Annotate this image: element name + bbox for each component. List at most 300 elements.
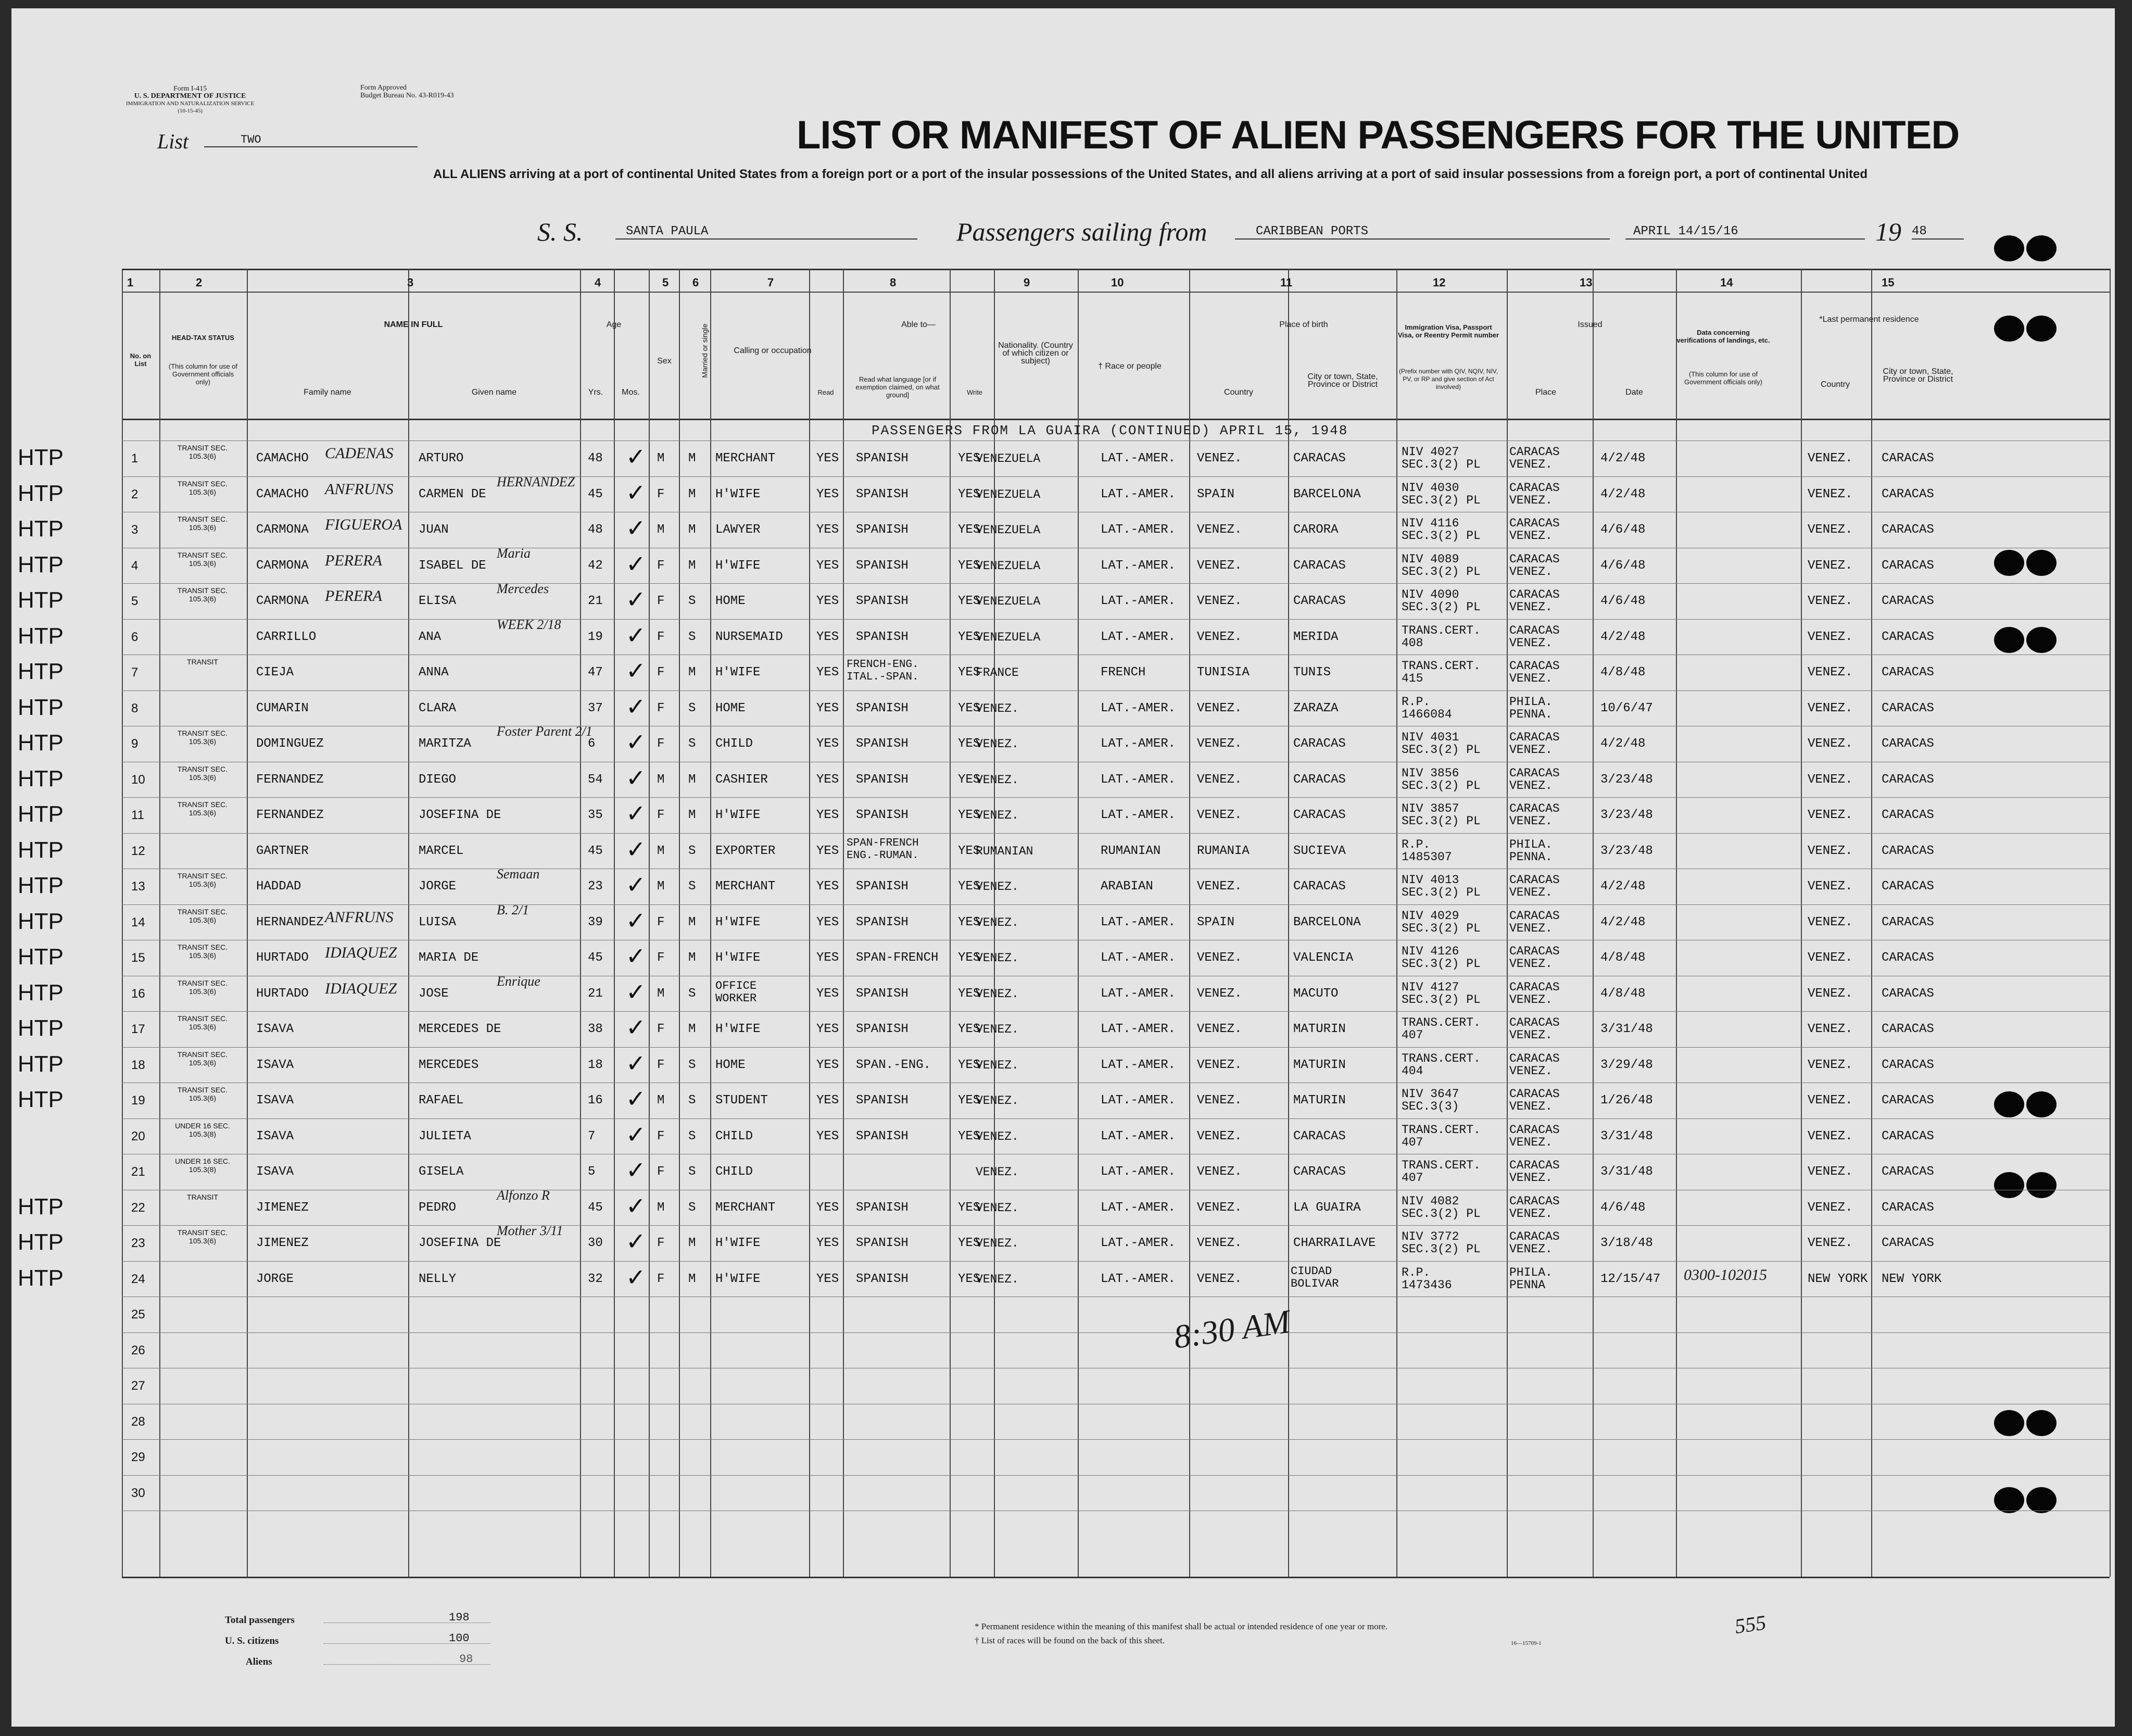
age-years: 6 bbox=[588, 737, 596, 751]
check-mark-icon: ✓ bbox=[626, 1227, 646, 1255]
head-tax-status: TRANSIT SEC. 105.3(6) bbox=[177, 1014, 228, 1031]
marital-status: M bbox=[688, 951, 696, 965]
birth-country: VENEZ. bbox=[1197, 879, 1242, 894]
row-number: 17 bbox=[131, 1022, 145, 1036]
birth-city: MERIDA bbox=[1293, 630, 1339, 644]
header-mos: Mos. bbox=[622, 388, 640, 397]
col-num-15: 15 bbox=[1882, 276, 1895, 289]
head-tax-status: TRANSIT SEC. 105.3(6) bbox=[177, 800, 228, 817]
race: LAT.-AMER. bbox=[1101, 986, 1176, 1001]
sex: F bbox=[657, 665, 665, 680]
header-issued-date: Date bbox=[1625, 388, 1643, 397]
issued-place: PHILA. PENNA. bbox=[1509, 695, 1553, 721]
marital-status: M bbox=[688, 1236, 696, 1250]
can-read: YES bbox=[816, 879, 839, 894]
birth-city: BARCELONA bbox=[1293, 487, 1361, 501]
family-name: ISAVA bbox=[256, 1165, 294, 1179]
birth-country: VENEZ. bbox=[1197, 1165, 1242, 1179]
row-number: 14 bbox=[131, 915, 145, 929]
read-language: SPANISH bbox=[856, 523, 909, 537]
issued-date: 4/8/48 bbox=[1600, 951, 1646, 965]
visa-number: TRANS.CERT. 407 bbox=[1402, 1159, 1481, 1185]
residence-city: CARACAS bbox=[1882, 772, 1934, 787]
birth-city: CARACAS bbox=[1293, 1165, 1346, 1179]
can-read: YES bbox=[816, 630, 839, 644]
residence-country: VENEZ. bbox=[1808, 879, 1853, 894]
residence-country: VENEZ. bbox=[1808, 523, 1853, 537]
read-language: SPANISH bbox=[856, 1272, 909, 1286]
residence-country: VENEZ. bbox=[1808, 594, 1853, 608]
handwritten-given-name: B. 2/1 bbox=[497, 902, 529, 917]
handwritten-given-name: Mercedes bbox=[497, 581, 549, 596]
residence-country: VENEZ. bbox=[1808, 665, 1853, 680]
htp-stamp: HTP bbox=[18, 944, 64, 970]
nationality: VENEZ. bbox=[976, 737, 1019, 751]
sex: F bbox=[657, 1058, 665, 1072]
residence-city: CARACAS bbox=[1882, 1236, 1934, 1250]
birth-city: SUCIEVA bbox=[1293, 844, 1346, 858]
handwritten-family-name: ANFRUNS bbox=[325, 480, 394, 498]
row-number: 3 bbox=[131, 523, 138, 537]
nationality: FRANCE bbox=[976, 666, 1019, 680]
occupation: CASHIER bbox=[715, 772, 768, 787]
sex: M bbox=[657, 1200, 665, 1215]
htp-stamp: HTP bbox=[18, 908, 64, 934]
col-num-3: 3 bbox=[407, 276, 414, 289]
sex: F bbox=[657, 487, 665, 501]
residence-city: CARACAS bbox=[1882, 1022, 1934, 1036]
issued-place: CARACAS VENEZ. bbox=[1509, 445, 1560, 471]
age-years: 19 bbox=[588, 630, 603, 644]
header-landings: Data concerning verifications of landings, etc. bbox=[1676, 329, 1770, 344]
col-num-4: 4 bbox=[595, 276, 601, 289]
form-number: Form I-415 bbox=[173, 85, 207, 93]
row-number: 13 bbox=[131, 879, 145, 894]
check-mark-icon: ✓ bbox=[626, 549, 646, 578]
can-read: YES bbox=[816, 558, 839, 573]
service: IMMIGRATION AND NATURALIZATION SERVICE bbox=[126, 100, 255, 107]
race: LAT.-AMER. bbox=[1101, 1093, 1176, 1108]
check-mark-icon: ✓ bbox=[626, 799, 646, 827]
given-name: MARITZA bbox=[419, 737, 471, 751]
residence-city: CARACAS bbox=[1882, 701, 1934, 715]
htp-stamp: HTP bbox=[18, 873, 64, 898]
marital-status: S bbox=[688, 594, 696, 608]
nationality: VENEZ. bbox=[976, 1165, 1019, 1179]
header-landings-note: (This column for use of Government officials only) bbox=[1684, 370, 1763, 386]
htp-stamp: HTP bbox=[18, 445, 64, 470]
occupation: OFFICE WORKER bbox=[715, 979, 757, 1005]
occupation: H'WIFE bbox=[715, 487, 761, 501]
header-visa: Immigration Visa, Passport Visa, or Reentry Permit number bbox=[1397, 323, 1499, 339]
residence-city: CARACAS bbox=[1882, 951, 1934, 965]
birth-city: CIUDAD BOLIVAR bbox=[1291, 1264, 1339, 1290]
form-approved: Form Approved bbox=[360, 84, 407, 92]
family-name: HURTADO bbox=[256, 986, 309, 1001]
residence-city: NEW YORK bbox=[1882, 1272, 1942, 1286]
residence-city: CARACAS bbox=[1882, 1165, 1934, 1179]
issued-place: CARACAS VENEZ. bbox=[1509, 1159, 1560, 1185]
birth-country: VENEZ. bbox=[1197, 523, 1242, 537]
col-num-5: 5 bbox=[662, 276, 669, 289]
col-num-2: 2 bbox=[196, 276, 203, 289]
issued-date: 3/18/48 bbox=[1600, 1236, 1653, 1250]
age-years: 37 bbox=[588, 701, 603, 715]
page-subtitle: ALL ALIENS arriving at a port of continental United States from a foreign port or a port of the insular possessions of the United States, and all aliens arriving at a port of said insular possessions from a foreign port, a port of continental United bbox=[433, 167, 1868, 181]
birth-city: CARACAS bbox=[1293, 558, 1346, 573]
visa-number: NIV 4082 SEC.3(2) PL bbox=[1402, 1194, 1481, 1221]
read-language: SPAN-FRENCH bbox=[856, 951, 939, 965]
row-number: 29 bbox=[131, 1450, 145, 1464]
htp-stamp: HTP bbox=[18, 730, 64, 756]
residence-country: VENEZ. bbox=[1808, 808, 1853, 822]
marital-status: S bbox=[688, 1200, 696, 1215]
age-years: 48 bbox=[588, 523, 603, 537]
nationality: VENEZ. bbox=[976, 1058, 1019, 1072]
nationality: VENEZUELA bbox=[976, 452, 1041, 466]
age-years: 30 bbox=[588, 1236, 603, 1250]
given-name: JOSEFINA DE bbox=[419, 1236, 501, 1250]
issued-date: 4/6/48 bbox=[1600, 523, 1646, 537]
issued-place: CARACAS VENEZ. bbox=[1509, 1123, 1560, 1149]
row-number: 22 bbox=[131, 1200, 145, 1215]
header-sex: Sex bbox=[657, 357, 672, 366]
issued-date: 10/6/47 bbox=[1600, 701, 1653, 715]
marital-status: M bbox=[688, 523, 696, 537]
sex: F bbox=[657, 951, 665, 965]
nationality: VENEZ. bbox=[976, 1129, 1019, 1143]
residence-country: VENEZ. bbox=[1808, 772, 1853, 787]
list-value: TWO bbox=[204, 133, 418, 147]
age-years: 35 bbox=[588, 808, 603, 822]
visa-number: NIV 3772 SEC.3(2) PL bbox=[1402, 1230, 1481, 1256]
visa-number: NIV 4116 SEC.3(2) PL bbox=[1402, 517, 1481, 543]
read-language: SPANISH bbox=[856, 1022, 909, 1036]
department: U. S. DEPARTMENT OF JUSTICE bbox=[134, 92, 246, 100]
htp-stamp: HTP bbox=[18, 516, 64, 542]
birth-city: LA GUAIRA bbox=[1293, 1200, 1361, 1215]
visa-number: NIV 4090 SEC.3(2) PL bbox=[1402, 588, 1481, 614]
row-number: 25 bbox=[131, 1307, 145, 1322]
read-language: SPAN.-ENG. bbox=[856, 1058, 931, 1072]
age-years: 42 bbox=[588, 558, 603, 573]
sex: F bbox=[657, 1022, 665, 1036]
row-number: 20 bbox=[131, 1129, 145, 1143]
visa-number: NIV 3647 SEC.3(3) bbox=[1402, 1087, 1459, 1113]
handwritten-given-name: WEEK 2/18 bbox=[497, 617, 561, 632]
residence-country: NEW YORK bbox=[1808, 1272, 1868, 1286]
total-passengers: 198 bbox=[449, 1611, 470, 1624]
handwritten-family-name: IDIAQUEZ bbox=[325, 979, 397, 997]
birth-city: VALENCIA bbox=[1293, 951, 1354, 965]
total-label: Total passengers bbox=[225, 1615, 295, 1626]
birth-country: VENEZ. bbox=[1197, 1093, 1242, 1108]
col-num-1: 1 bbox=[127, 276, 134, 289]
issued-place: CARACAS VENEZ. bbox=[1509, 873, 1560, 899]
htp-stamp: HTP bbox=[18, 623, 64, 649]
section-heading: PASSENGERS FROM LA GUAIRA (CONTINUED) APRIL 15, 1948 bbox=[872, 423, 1348, 438]
marital-status: M bbox=[688, 451, 696, 466]
head-tax-status: TRANSIT SEC. 105.3(6) bbox=[177, 943, 228, 960]
sex: F bbox=[657, 737, 665, 751]
birth-country: RUMANIA bbox=[1197, 844, 1250, 858]
race: LAT.-AMER. bbox=[1101, 951, 1176, 965]
issued-place: CARACAS VENEZ. bbox=[1509, 1016, 1560, 1042]
family-name: GARTNER bbox=[256, 844, 309, 858]
race: LAT.-AMER. bbox=[1101, 1022, 1176, 1036]
birth-city: CARACAS bbox=[1293, 879, 1346, 894]
header-age: Age bbox=[606, 320, 622, 329]
read-language: SPANISH bbox=[856, 879, 909, 894]
visa-number: TRANS.CERT. 408 bbox=[1402, 623, 1481, 650]
can-read: YES bbox=[816, 951, 839, 965]
marital-status: S bbox=[688, 844, 696, 858]
family-name: HADDAD bbox=[256, 879, 301, 894]
nationality: VENEZ. bbox=[976, 1272, 1019, 1286]
residence-city: CARACAS bbox=[1882, 451, 1934, 466]
read-language: SPANISH bbox=[856, 737, 909, 751]
check-mark-icon: ✓ bbox=[626, 478, 646, 507]
issued-place: CARACAS VENEZ. bbox=[1509, 980, 1560, 1007]
header-race: † Race or people bbox=[1098, 362, 1162, 371]
visa-number: TRANS.CERT. 407 bbox=[1402, 1123, 1481, 1149]
read-language: SPANISH bbox=[856, 772, 909, 787]
race: LAT.-AMER. bbox=[1101, 737, 1176, 751]
residence-city: CARACAS bbox=[1882, 665, 1934, 680]
age-years: 48 bbox=[588, 451, 603, 466]
printer-code: 16—15709-1 bbox=[1511, 1640, 1542, 1646]
residence-country: VENEZ. bbox=[1808, 915, 1853, 929]
handwritten-given-name: Mother 3/11 bbox=[497, 1223, 563, 1238]
age-years: 18 bbox=[588, 1058, 603, 1072]
nationality: VENEZ. bbox=[976, 915, 1019, 929]
given-name: JOSE bbox=[419, 986, 449, 1001]
birth-city: CARACAS bbox=[1293, 451, 1346, 466]
visa-number: NIV 3857 SEC.3(2) PL bbox=[1402, 802, 1481, 828]
birth-city: MATURIN bbox=[1293, 1022, 1346, 1036]
can-read: YES bbox=[816, 1200, 839, 1215]
ss-label: S. S. bbox=[537, 217, 583, 246]
issued-date: 4/2/48 bbox=[1600, 737, 1646, 751]
visa-number: NIV 4127 SEC.3(2) PL bbox=[1402, 980, 1481, 1007]
family-name: CARMONA bbox=[256, 594, 309, 608]
birth-country: VENEZ. bbox=[1197, 594, 1242, 608]
family-name: CARRILLO bbox=[256, 630, 317, 644]
row-number: 4 bbox=[131, 558, 138, 573]
row-number: 1 bbox=[131, 451, 138, 466]
us-citizens: 100 bbox=[449, 1632, 470, 1645]
issued-date: 3/23/48 bbox=[1600, 772, 1653, 787]
can-read: YES bbox=[816, 594, 839, 608]
read-language: SPANISH bbox=[856, 487, 909, 501]
can-read: YES bbox=[816, 523, 839, 537]
residence-country: VENEZ. bbox=[1808, 737, 1853, 751]
residence-city: CARACAS bbox=[1882, 808, 1934, 822]
race-note: † List of races will be found on the back of this sheet. bbox=[975, 1636, 1165, 1645]
issued-date: 4/2/48 bbox=[1600, 630, 1646, 644]
htp-stamp: HTP bbox=[18, 837, 64, 863]
can-write: YES bbox=[958, 1272, 981, 1286]
issued-date: 4/6/48 bbox=[1600, 1200, 1646, 1215]
issued-place: CARACAS VENEZ. bbox=[1509, 1087, 1560, 1113]
residence-city: CARACAS bbox=[1882, 879, 1934, 894]
year-prefix: 19 bbox=[1875, 217, 1901, 246]
nationality: VENEZ. bbox=[976, 1237, 1019, 1250]
marital-status: M bbox=[688, 1272, 696, 1286]
can-write: YES bbox=[958, 808, 981, 822]
race: LAT.-AMER. bbox=[1101, 1129, 1176, 1143]
read-language: SPANISH bbox=[856, 1093, 909, 1108]
row-number: 21 bbox=[131, 1165, 145, 1179]
occupation: H'WIFE bbox=[715, 915, 761, 929]
sex: M bbox=[657, 523, 665, 537]
given-name: GISELA bbox=[419, 1165, 464, 1179]
can-write: YES bbox=[958, 451, 981, 466]
issued-date: 4/8/48 bbox=[1600, 665, 1646, 680]
check-mark-icon: ✓ bbox=[626, 1191, 646, 1220]
budget-bureau: Budget Bureau No. 43-R019-43 bbox=[360, 92, 454, 99]
birth-country: VENEZ. bbox=[1197, 986, 1242, 1001]
visa-number: NIV 4089 SEC.3(2) PL bbox=[1402, 552, 1481, 578]
race: LAT.-AMER. bbox=[1101, 1058, 1176, 1072]
col-num-12: 12 bbox=[1433, 276, 1446, 289]
handwritten-family-name: PERERA bbox=[325, 551, 382, 569]
race: LAT.-AMER. bbox=[1101, 1272, 1176, 1286]
marital-status: M bbox=[688, 487, 696, 501]
row-number: 12 bbox=[131, 844, 145, 858]
occupation: NURSEMAID bbox=[715, 630, 783, 644]
issued-place: CARACAS VENEZ. bbox=[1509, 659, 1560, 685]
visa-number: NIV 4031 SEC.3(2) PL bbox=[1402, 731, 1481, 757]
residence-country: VENEZ. bbox=[1808, 1129, 1853, 1143]
punch-hole bbox=[1994, 235, 2024, 261]
given-name: NELLY bbox=[419, 1272, 457, 1286]
header-name-in-full: NAME IN FULL bbox=[384, 320, 443, 329]
can-write: YES bbox=[958, 879, 981, 894]
family-name: JORGE bbox=[256, 1272, 294, 1286]
htp-stamp: HTP bbox=[18, 1229, 64, 1255]
issued-place: PHILA. PENNA bbox=[1509, 1265, 1553, 1292]
issued-place: CARACAS VENEZ. bbox=[1509, 1194, 1560, 1221]
issued-place: CARACAS VENEZ. bbox=[1509, 481, 1560, 507]
sex: F bbox=[657, 808, 665, 822]
can-write: YES bbox=[958, 1093, 981, 1108]
race: LAT.-AMER. bbox=[1101, 701, 1176, 715]
age-years: 23 bbox=[588, 879, 603, 894]
given-name: CARMEN DE bbox=[419, 487, 486, 501]
visa-number: TRANS.CERT. 404 bbox=[1402, 1051, 1481, 1078]
birth-country: VENEZ. bbox=[1197, 1129, 1242, 1143]
birth-city: CARACAS bbox=[1293, 808, 1346, 822]
family-name: CARMONA bbox=[256, 523, 309, 537]
sex: F bbox=[657, 1165, 665, 1179]
family-name: JIMENEZ bbox=[256, 1236, 309, 1250]
given-name: LUISA bbox=[419, 915, 457, 929]
residence-city: CARACAS bbox=[1882, 844, 1934, 858]
issued-date: 1/26/48 bbox=[1600, 1093, 1653, 1108]
marital-status: M bbox=[688, 1022, 696, 1036]
read-language: SPANISH bbox=[856, 630, 909, 644]
birth-country: VENEZ. bbox=[1197, 558, 1242, 573]
htp-stamp: HTP bbox=[18, 1265, 64, 1291]
family-name: CAMACHO bbox=[256, 451, 309, 466]
birth-country: VENEZ. bbox=[1197, 630, 1242, 644]
row-number: 8 bbox=[131, 701, 138, 715]
given-name: MARCEL bbox=[419, 844, 464, 858]
header-visa-note: (Prefix number with QIV, NQIV, NIV, PV, or RP and give section of Act involved) bbox=[1398, 368, 1498, 391]
age-years: 38 bbox=[588, 1022, 603, 1036]
family-name: ISAVA bbox=[256, 1022, 294, 1036]
head-tax-status: TRANSIT SEC. 105.3(6) bbox=[177, 764, 228, 782]
race: LAT.-AMER. bbox=[1101, 487, 1176, 501]
head-tax-status: TRANSIT SEC. 105.3(6) bbox=[177, 1086, 228, 1102]
col-num-13: 13 bbox=[1580, 276, 1593, 289]
col-num-8: 8 bbox=[890, 276, 897, 289]
occupation: HOME bbox=[715, 1058, 746, 1072]
race: ARABIAN bbox=[1101, 879, 1153, 894]
race: LAT.-AMER. bbox=[1101, 523, 1176, 537]
inspector-signature: 8:30 AM bbox=[1171, 1302, 1293, 1356]
list-label: List bbox=[157, 130, 189, 153]
htp-stamp: HTP bbox=[18, 551, 64, 577]
issued-date: 3/23/48 bbox=[1600, 808, 1653, 822]
occupation: HOME bbox=[715, 701, 746, 715]
sailing-label: Passengers sailing from bbox=[956, 217, 1207, 246]
can-write: YES bbox=[958, 523, 981, 537]
head-tax-status: TRANSIT SEC. 105.3(6) bbox=[177, 978, 228, 996]
visa-number: R.P. 1485307 bbox=[1402, 837, 1452, 864]
birth-city: ZARAZA bbox=[1293, 701, 1339, 715]
birth-country: VENEZ. bbox=[1197, 951, 1242, 965]
birth-country: VENEZ. bbox=[1197, 1272, 1242, 1286]
birth-country: VENEZ. bbox=[1197, 1236, 1242, 1250]
can-read: YES bbox=[816, 737, 839, 751]
issued-date: 4/8/48 bbox=[1600, 986, 1646, 1001]
sex: F bbox=[657, 915, 665, 929]
row-number: 19 bbox=[131, 1093, 145, 1108]
handwritten-family-name: FIGUEROA bbox=[325, 516, 402, 533]
birth-city: CARACAS bbox=[1293, 1129, 1346, 1143]
check-mark-icon: ✓ bbox=[626, 692, 646, 721]
check-mark-icon: ✓ bbox=[626, 657, 646, 685]
given-name: MERCEDES DE bbox=[419, 1022, 501, 1036]
occupation: CHILD bbox=[715, 737, 753, 751]
row-number: 30 bbox=[131, 1486, 145, 1500]
marital-status: M bbox=[688, 772, 696, 787]
header-family-name: Family name bbox=[304, 388, 351, 397]
race: LAT.-AMER. bbox=[1101, 772, 1176, 787]
header-able-to: Able to— bbox=[901, 320, 936, 329]
header-issued-place: Place bbox=[1535, 388, 1557, 397]
header-yrs: Yrs. bbox=[588, 388, 603, 397]
handwritten-given-name: Enrique bbox=[497, 973, 540, 989]
check-mark-icon: ✓ bbox=[626, 1263, 646, 1291]
read-language: SPANISH bbox=[856, 594, 909, 608]
marital-status: M bbox=[688, 665, 696, 680]
given-name: ARTURO bbox=[419, 451, 464, 466]
marital-status: S bbox=[688, 630, 696, 644]
check-mark-icon: ✓ bbox=[626, 871, 646, 899]
issued-date: 3/23/48 bbox=[1600, 844, 1653, 858]
check-mark-icon: ✓ bbox=[626, 728, 646, 756]
can-read: YES bbox=[816, 808, 839, 822]
can-write: YES bbox=[958, 487, 981, 501]
birth-country: VENEZ. bbox=[1197, 1200, 1242, 1215]
age-years: 5 bbox=[588, 1165, 596, 1179]
nationality: RUMANIAN bbox=[976, 844, 1033, 858]
family-name: JIMENEZ bbox=[256, 1200, 309, 1215]
given-name: JORGE bbox=[419, 879, 457, 894]
